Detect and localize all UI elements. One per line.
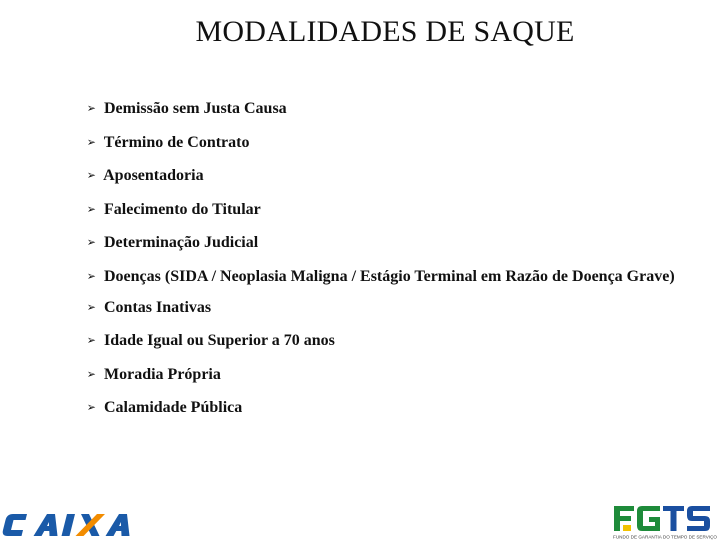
- list-item-label: Idade Igual ou Superior a 70 anos: [104, 332, 335, 349]
- list-item-label: Aposentadoria: [103, 167, 204, 184]
- list-item-label: Doenças (SIDA / Neoplasia Maligna / Estágio Terminal em Razão de Doença Grave): [104, 267, 675, 285]
- list-item: [86, 296, 686, 319]
- list-item-label: Contas Inativas: [104, 298, 212, 316]
- arrow-bullet-icon: ➢: [86, 400, 96, 414]
- list-item-label: Falecimento do Titular: [104, 200, 261, 218]
- list-item: [86, 231, 686, 254]
- fgts-logo: [612, 504, 718, 540]
- list-item-label: Término de Contrato: [103, 133, 250, 151]
- list-item: [86, 198, 686, 221]
- arrow-bullet-icon: ➢: [86, 299, 96, 314]
- arrow-bullet-icon: ➢: [86, 366, 96, 381]
- bullet-list: [86, 97, 686, 430]
- list-item-label: Demissão sem Justa Causa: [104, 100, 287, 117]
- list-item: [86, 97, 686, 120]
- arrow-bullet-icon: ➢: [86, 333, 96, 347]
- list-item-label: Calamidade Pública: [104, 399, 243, 416]
- arrow-bullet-icon: ➢: [86, 235, 96, 249]
- slide-title: MODALIDADES DE SAQUE: [195, 15, 575, 48]
- list-item: [86, 265, 686, 288]
- arrow-bullet-icon: ➢: [86, 201, 96, 216]
- caixa-logo: [0, 510, 132, 540]
- list-item-label: Determinação Judicial: [104, 234, 259, 251]
- svg-text:FUNDO DE GARANTIA DO TEMPO DE: FUNDO DE GARANTIA DO TEMPO DE SERVIÇO: [613, 534, 718, 540]
- arrow-bullet-icon: ➢: [86, 268, 96, 283]
- list-item: [86, 329, 686, 352]
- list-item: [86, 131, 686, 154]
- list-item: [86, 363, 686, 386]
- list-item-label: Moradia Própria: [104, 365, 221, 383]
- arrow-bullet-icon: ➢: [86, 168, 96, 182]
- arrow-bullet-icon: ➢: [86, 101, 96, 115]
- arrow-bullet-icon: ➢: [86, 134, 96, 149]
- list-item: [86, 164, 686, 187]
- list-item: [86, 396, 686, 419]
